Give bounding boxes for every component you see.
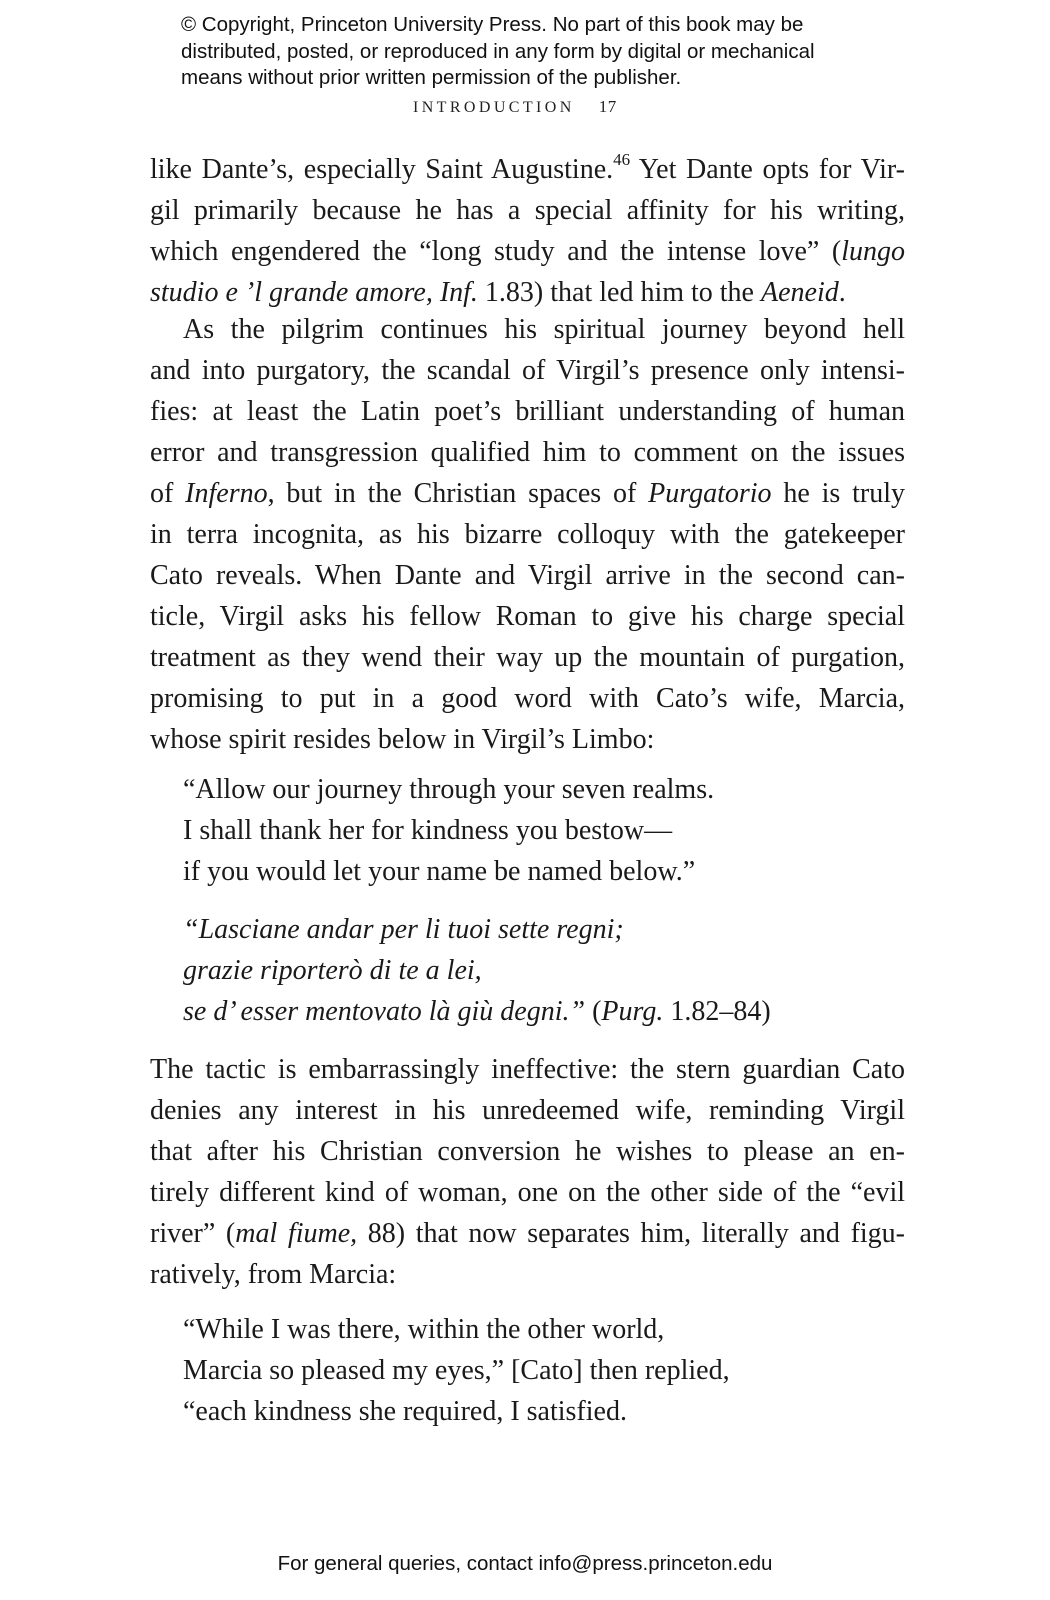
- copyright-line: © Copyright, Princeton University Press. No part of this book may be: [181, 13, 804, 36]
- text-line: and into purgatory, the scandal of Virgil’s presence only intensi-: [150, 355, 905, 386]
- text-line: error and transgression qualified him to comment on the issues: [150, 437, 905, 468]
- text-line: treatment as they wend their way up the mountain of purgation,: [150, 642, 905, 673]
- copyright-line: distributed, posted, or reproduced in any form by digital or mechanical: [181, 39, 815, 63]
- verse-line: if you would let your name be named below.”: [183, 856, 696, 887]
- text-line: studio e ’l grande amore, Inf. 1.83) that led him to the Aeneid.: [150, 277, 846, 308]
- page-number: 17: [598, 97, 617, 116]
- verse-line: I shall thank her for kindness you bestow—: [183, 815, 673, 846]
- text-line: that after his Christian conversion he wishes to please an en-: [150, 1136, 905, 1167]
- verse-english-2: [183, 1309, 730, 1432]
- text-line: gil primarily because he has a special affinity for his writing,: [150, 195, 905, 226]
- copyright-notice: [181, 12, 941, 92]
- text-line: whose spirit resides below in Virgil’s Limbo:: [150, 724, 655, 755]
- text-line: promising to put in a good word with Cato’s wife, Marcia,: [150, 683, 905, 714]
- text-line: of Inferno, but in the Christian spaces of Purgatorio he is truly: [150, 478, 905, 509]
- text-line: tirely different kind of woman, one on the other side of the “evil: [150, 1177, 905, 1208]
- running-head: [413, 97, 617, 117]
- paragraph-1: [150, 149, 905, 313]
- text-line: which engendered the “long study and the intense love” (lungo: [150, 236, 905, 267]
- verse-line: “While I was there, within the other world,: [183, 1314, 665, 1345]
- text-line: As the pilgrim continues his spiritual journey beyond hell: [183, 314, 905, 345]
- verse-line: grazie riporterò di te a lei,: [183, 955, 482, 986]
- footer-contact: For general queries, contact info@press.princeton.edu: [277, 1552, 773, 1575]
- running-head-section: INTRODUCTION: [413, 99, 575, 116]
- verse-line: “Lasciane andar per li tuoi sette regni;: [183, 914, 624, 945]
- text-line: The tactic is embarrassingly ineffective: the stern guardian Cato: [150, 1054, 905, 1085]
- text-line: Cato reveals. When Dante and Virgil arrive in the second can-: [150, 560, 905, 591]
- paragraph-3: [150, 1049, 905, 1295]
- text-line: like Dante’s, especially Saint Augustine.$^{46}$ Yet Dante opts for Vir-: [150, 150, 905, 185]
- text-line: ratively, from Marcia:: [150, 1259, 397, 1290]
- verse-line: “Allow our journey through your seven realms.: [183, 774, 715, 805]
- verse-line: “each kindness she required, I satisfied.: [183, 1396, 627, 1427]
- verse-line: Marcia so pleased my eyes,” [Cato] then replied,: [183, 1355, 730, 1386]
- text-line: ticle, Virgil asks his fellow Roman to give his charge special: [150, 601, 905, 632]
- text-line: in terra incognita, as his bizarre colloquy with the gatekeeper: [150, 519, 905, 550]
- text-line: fies: at least the Latin poet’s brilliant understanding of human: [150, 396, 905, 427]
- verse-italian-1: [183, 909, 771, 1032]
- copyright-line: means without prior written permission of the publisher.: [181, 66, 682, 89]
- verse-line: se d’ esser mentovato là giù degni.” (Purg. 1.82–84): [183, 996, 771, 1027]
- paragraph-2: [150, 309, 905, 760]
- text-line: river” (mal fiume, 88) that now separates him, literally and figu-: [150, 1218, 905, 1249]
- footnote-ref[interactable]: 46: [613, 150, 631, 169]
- text-line: denies any interest in his unredeemed wife, reminding Virgil: [150, 1095, 905, 1126]
- verse-english-1: [183, 769, 714, 892]
